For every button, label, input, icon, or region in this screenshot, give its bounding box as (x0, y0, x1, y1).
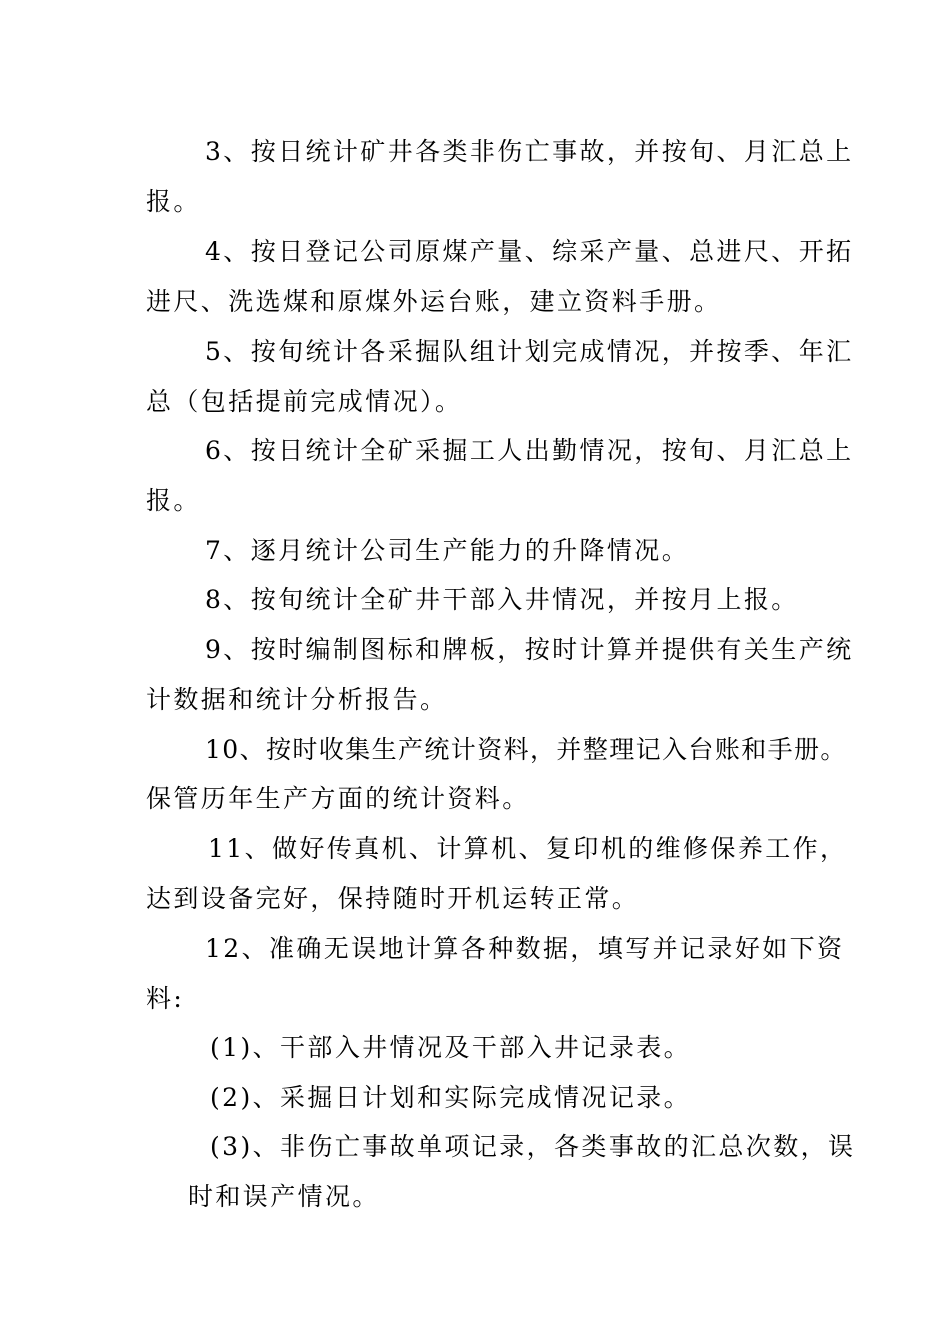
item-11-line-2: 达到设备完好，保持随时开机运转正常。 (146, 884, 640, 913)
item-6-line-2: 报。 (146, 486, 201, 515)
item-8-line-1: 8、按旬统计全矿井干部入井情况，并按月上报。 (205, 585, 799, 614)
subitem-1-line-1: (1)、干部入井情况及干部入井记录表。 (210, 1033, 692, 1062)
item-7-line-1: 7、逐月统计公司生产能力的升降情况。 (205, 536, 690, 565)
item-10-line-2: 保管历年生产方面的统计资料。 (146, 784, 530, 813)
item-12-line-1: 12、准确无误地计算各种数据，填写并记录好如下资 (205, 934, 845, 963)
item-3-line-1: 3、按日统计矿井各类非伤亡事故，并按旬、月汇总上 (205, 137, 854, 166)
item-9-line-2: 计数据和统计分析报告。 (146, 685, 448, 714)
item-11-line-1: 11、做好传真机、计算机、复印机的维修保养工作， (208, 834, 848, 863)
item-9-line-1: 9、按时编制图标和牌板，按时计算并提供有关生产统 (205, 635, 854, 664)
item-4-line-2: 进尺、洗选煤和原煤外运台账，建立资料手册。 (146, 287, 722, 316)
subitem-3-line-2: 时和误产情况。 (188, 1182, 380, 1211)
item-10-line-1: 10、按时收集生产统计资料，并整理记入台账和手册。 (205, 735, 847, 764)
item-3-line-2: 报。 (146, 187, 201, 216)
item-5-line-1: 5、按旬统计各采掘队组计划完成情况，并按季、年汇 (205, 337, 854, 366)
item-12-line-2: 料: (146, 984, 185, 1013)
item-4-line-1: 4、按日登记公司原煤产量、综采产量、总进尺、开拓 (205, 237, 854, 266)
subitem-2-line-1: (2)、采掘日计划和实际完成情况记录。 (210, 1083, 692, 1112)
item-6-line-1: 6、按日统计全矿采掘工人出勤情况，按旬、月汇总上 (205, 436, 854, 465)
item-5-line-2: 总（包括提前完成情况）。 (146, 387, 463, 416)
subitem-3-line-1: (3)、非伤亡事故单项记录，各类事故的汇总次数，误 (210, 1132, 856, 1161)
